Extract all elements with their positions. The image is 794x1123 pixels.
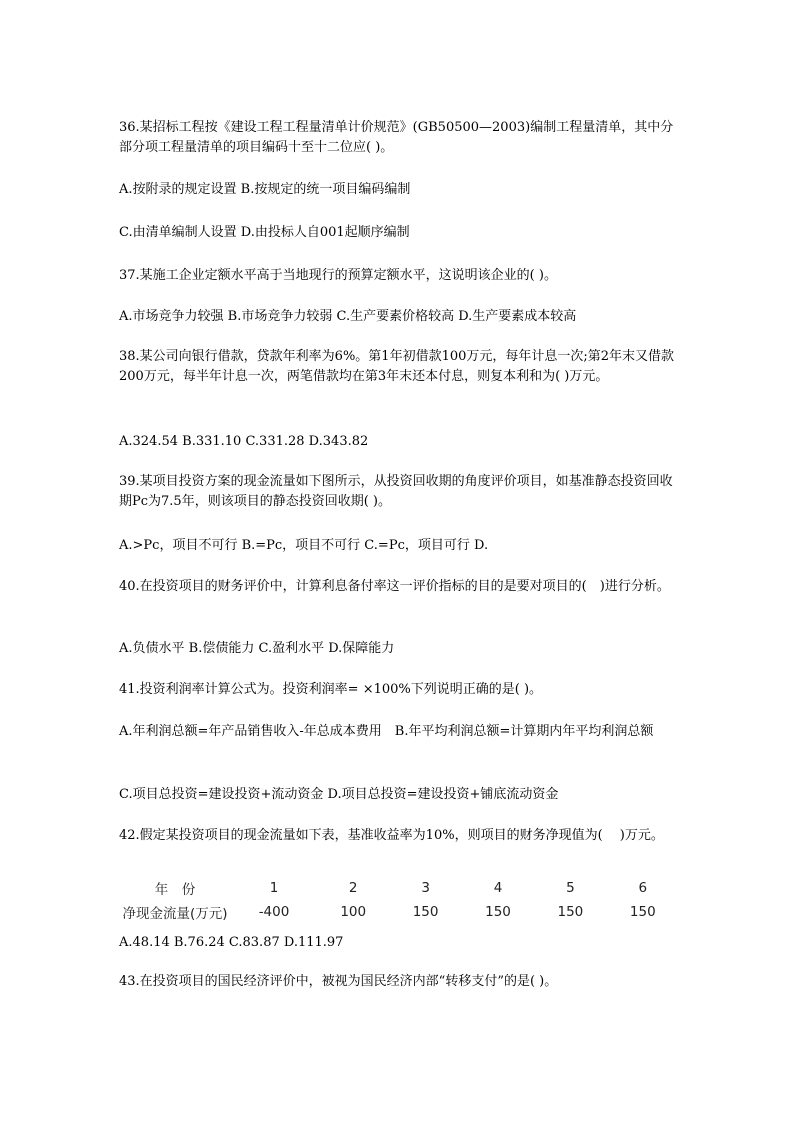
table-row-years [119, 876, 679, 900]
year-cell: 3 [421, 880, 430, 896]
question-37-options: A.市场竞争力较强 B.市场竞争力较弱 C.生产要素价格较高 D.生产要素成本较高 [119, 309, 577, 324]
question-42-options: A.48.14 B.76.24 C.83.87 D.111.97 [119, 935, 344, 950]
table-row-cashflow [119, 900, 679, 924]
cashflow-cell: 100 [340, 904, 367, 920]
cashflow-cell: 150 [557, 904, 584, 920]
question-39: 39.某项目投资方案的现金流量如下图所示，从投资回收期的角度评价项目，如基准静态投资回收期Pc为7.5年，则该项目的静态投资回收期( )。 [119, 474, 673, 509]
question-43: 43.在投资项目的国民经济评价中，被视为国民经济内部“转移支付”的是( )。 [119, 974, 558, 989]
cashflow-cell: -400 [258, 904, 290, 920]
question-41-options-cd: C.项目总投资=建设投资+流动资金 D.项目总投资=建设投资+铺底流动资金 [119, 787, 559, 802]
question-42: 42.假定某投资项目的现金流量如下表，基准收益率为10%，则项目的财务净现值为( )万元。 [119, 828, 664, 843]
year-cell: 5 [566, 880, 575, 896]
question-41-options-ab: A.年利润总额=年产品销售收入-年总成本费用 B.年平均利润总额=计算期内年平均利润总额 [119, 724, 654, 739]
cashflow-table [119, 876, 679, 924]
question-40-options: A.负债水平 B.偿债能力 C.盈利水平 D.保障能力 [119, 641, 395, 656]
year-cell: 4 [493, 880, 503, 896]
question-36-options-ab: A.按附录的规定设置 B.按规定的统一项目编码编制 [119, 182, 411, 197]
year-header-cell: 年 份 [154, 882, 196, 898]
question-41: 41.投资利润率计算公式为。投资利润率= ×100%下列说明正确的是( )。 [119, 682, 543, 697]
cashflow-cell: 150 [485, 904, 511, 920]
year-cell: 6 [638, 880, 648, 896]
question-38: 38.某公司向银行借款，贷款年利率为6%。第1年初借款100万元，每年计息一次;第2年末又借款200万元，每半年计息一次，两笔借款均在第3年末还本付息，则复本利和为( )万元。 [119, 349, 675, 384]
year-cell: 2 [348, 880, 358, 896]
cashflow-header-cell: 净现金流量(万元) [122, 906, 228, 922]
question-38-options: A.324.54 B.331.10 C.331.28 D.343.82 [119, 434, 369, 449]
question-36-options-cd: C.由清单编制人设置 D.由投标人自001起顺序编制 [119, 225, 410, 240]
question-39-options: A.>Pc，项目不可行 B.=Pc，项目不可行 C.=Pc，项目可行 D. [119, 538, 489, 553]
question-36: 36.某招标工程按《建设工程工程量清单计价规范》(GB50500—2003)编制工程量清单，其中分部分项工程量清单的项目编码十至十二位应( )。 [119, 120, 674, 155]
cashflow-cell: 150 [412, 904, 439, 920]
question-37: 37.某施工企业定额水平高于当地现行的预算定额水平，这说明该企业的( )。 [119, 268, 557, 283]
year-cell: 1 [269, 880, 279, 896]
question-40: 40.在投资项目的财务评价中，计算利息备付率这一评价指标的目的是要对项目的( )进行分析。 [119, 579, 670, 594]
cashflow-cell: 150 [629, 904, 656, 920]
